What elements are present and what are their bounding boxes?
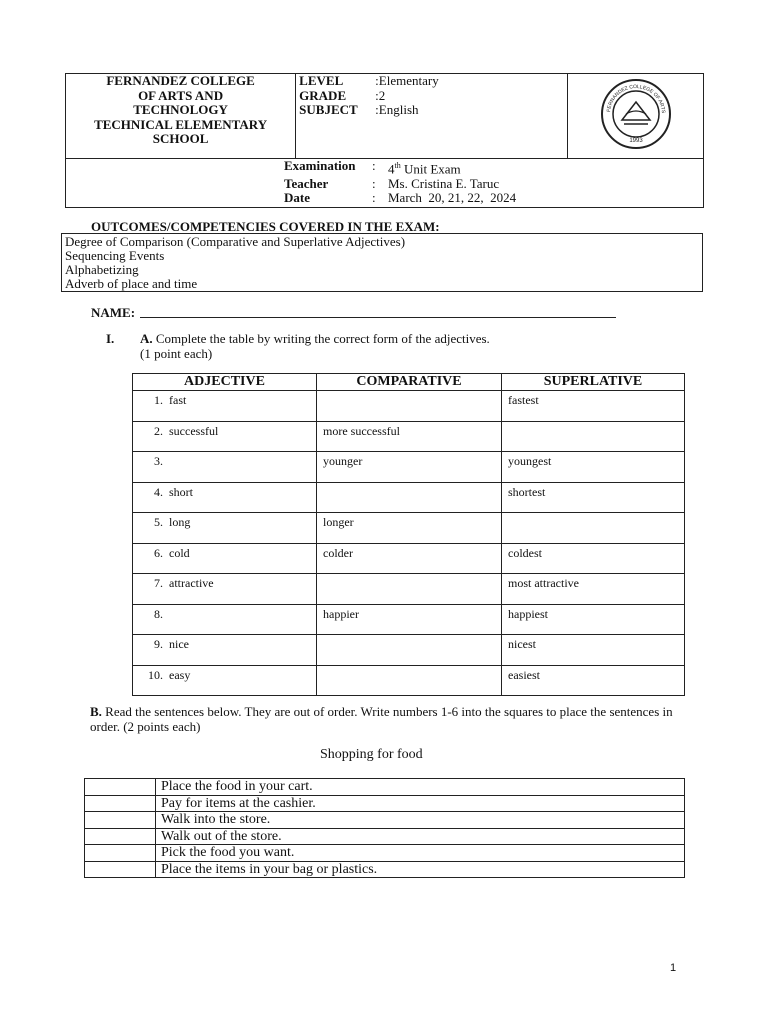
adjective-value: fast (169, 393, 187, 407)
part-a-instruction: Complete the table by writing the correct form of the adjectives. (152, 331, 490, 346)
table-row (133, 513, 685, 544)
adjective-cell[interactable] (133, 452, 317, 483)
comparative-cell[interactable] (317, 391, 502, 422)
adjective-value: long (169, 515, 191, 529)
outcomes-title: OUTCOMES/COMPETENCIES COVERED IN THE EXAM: (91, 219, 440, 234)
teacher-value: Ms. Cristina E. Taruc (388, 175, 500, 191)
sequence-row (85, 861, 685, 878)
sequence-row (85, 845, 685, 862)
outcome-item: Sequencing Events (65, 248, 165, 263)
adjective-value: attractive (169, 576, 214, 590)
adjective-value: nice (169, 637, 189, 651)
school-name-line: TECHNOLOGY (133, 102, 228, 117)
adjective-cell[interactable] (133, 665, 317, 696)
name-label: NAME: (91, 305, 136, 320)
seal-year: 1993 (629, 137, 643, 144)
adjective-value: successful (169, 423, 219, 438)
sentence-text: Pick the food you want. (156, 845, 685, 862)
exam-number: 4 (388, 161, 395, 177)
name-field[interactable] (140, 317, 616, 318)
outcome-item: Alphabetizing (65, 262, 139, 277)
row-number: 9. (154, 637, 163, 651)
sequence-row (85, 828, 685, 845)
superlative-cell[interactable]: happiest (502, 604, 685, 635)
comparative-cell[interactable]: younger (317, 452, 502, 483)
row-number: 5. (154, 515, 163, 529)
sentence-text: Pay for items at the cashier. (156, 795, 685, 812)
level-label: LEVEL (299, 73, 344, 88)
part-number: I. (106, 331, 115, 346)
school-name-line: SCHOOL (152, 131, 209, 146)
sentence-text: Walk into the store. (156, 812, 685, 829)
column-header: COMPARATIVE (317, 374, 502, 391)
adjective-cell[interactable] (133, 391, 317, 422)
table-row (133, 482, 685, 513)
comparative-cell[interactable] (317, 482, 502, 513)
sequence-table (84, 778, 685, 878)
comparative-cell[interactable] (317, 665, 502, 696)
table-row (133, 421, 685, 452)
school-name-line: FERNANDEZ COLLEGE (106, 73, 255, 88)
date-label: Date (284, 190, 310, 206)
class-info (296, 74, 568, 159)
subject-value: :English (375, 102, 419, 117)
adjective-value: cold (169, 545, 190, 560)
adjective-cell[interactable] (133, 635, 317, 666)
part-a-instructions (106, 331, 490, 361)
exam-value (388, 159, 461, 177)
row-number: 2. (154, 423, 163, 438)
comparative-cell[interactable] (317, 574, 502, 605)
story-title: Shopping for food (320, 747, 423, 762)
superlative-cell[interactable] (502, 421, 685, 452)
superlative-cell[interactable]: fastest (502, 391, 685, 422)
order-number-box[interactable] (85, 812, 156, 829)
table-row (133, 543, 685, 574)
school-logo-cell (568, 74, 704, 159)
table-header-row (133, 374, 685, 391)
row-number: 10. (148, 667, 163, 682)
superlative-cell[interactable]: nicest (502, 635, 685, 666)
order-number-box[interactable] (85, 779, 156, 796)
outcome-item: Degree of Comparison (Comparative and Superlative Adjectives) (65, 234, 406, 249)
subject-label: SUBJECT (299, 102, 358, 117)
sequence-row (85, 812, 685, 829)
exam-number-suffix: th (394, 161, 401, 170)
school-name-line: OF ARTS AND (138, 87, 224, 103)
superlative-cell[interactable]: easiest (502, 665, 685, 696)
exam-header-table (65, 73, 704, 208)
exam-title: Unit Exam (400, 161, 461, 177)
table-row (133, 391, 685, 422)
outcomes-box (61, 233, 703, 292)
table-row (133, 604, 685, 635)
school-name (66, 74, 296, 159)
adjective-cell[interactable] (133, 421, 317, 452)
sentence-text: Place the items in your bag or plastics. (156, 861, 685, 878)
exam-info-cell (66, 159, 704, 208)
superlative-cell[interactable] (502, 513, 685, 544)
table-row (133, 574, 685, 605)
adjective-cell[interactable] (133, 543, 317, 574)
colon: : (372, 158, 376, 173)
order-number-box[interactable] (85, 828, 156, 845)
adjective-cell[interactable] (133, 513, 317, 544)
order-number-box[interactable] (85, 795, 156, 812)
seal-text: FERNANDEZ COLLEGE OF ARTS (605, 83, 666, 114)
order-number-box[interactable] (85, 845, 156, 862)
colon: : (372, 190, 376, 206)
school-name-line: TECHNICAL ELEMENTARY (94, 116, 268, 132)
table-row (133, 665, 685, 696)
grade-value: :2 (375, 87, 386, 103)
adjective-table (132, 373, 685, 696)
sequence-row (85, 795, 685, 812)
superlative-cell[interactable]: shortest (502, 482, 685, 513)
row-number: 6. (154, 545, 163, 560)
superlative-cell[interactable]: youngest (502, 452, 685, 483)
svg-text:FERNANDEZ COLLEGE OF ARTS & TE (600, 78, 666, 115)
part-b-instructions (90, 705, 690, 734)
superlative-cell[interactable]: most attractive (502, 574, 685, 605)
comparative-cell[interactable]: more successful (317, 421, 502, 452)
sequence-row (85, 779, 685, 796)
adjective-value: short (169, 484, 193, 499)
part-letter: B. (90, 704, 102, 719)
level-value: :Elementary (375, 73, 439, 88)
teacher-label: Teacher (284, 175, 329, 191)
comparative-cell[interactable]: happier (317, 604, 502, 635)
sentence-text: Place the food in your cart. (156, 779, 685, 796)
part-letter: A. (140, 331, 153, 346)
column-header: ADJECTIVE (133, 374, 317, 391)
comparative-cell[interactable]: longer (317, 513, 502, 544)
superlative-cell[interactable]: coldest (502, 543, 685, 574)
comparative-cell[interactable]: colder (317, 543, 502, 574)
part-a-points: (1 point each) (140, 346, 213, 361)
row-number: 7. (154, 576, 163, 590)
adjective-cell[interactable] (133, 482, 317, 513)
row-number: 1. (154, 393, 163, 407)
colon: : (372, 175, 376, 191)
adjective-cell[interactable] (133, 574, 317, 605)
outcome-item: Adverb of place and time (65, 276, 198, 291)
exam-label: Examination (284, 158, 356, 173)
row-number: 4. (154, 484, 163, 499)
adjective-value: easy (169, 667, 191, 682)
page-number: 1 (670, 962, 677, 974)
adjective-cell[interactable] (133, 604, 317, 635)
grade-label: GRADE (299, 87, 347, 103)
row-number: 3. (154, 454, 163, 468)
table-row (133, 635, 685, 666)
comparative-cell[interactable] (317, 635, 502, 666)
sentence-text: Walk out of the store. (156, 828, 685, 845)
column-header: SUPERLATIVE (502, 374, 685, 391)
part-b-instruction: Read the sentences below. They are out of order. Write numbers 1-6 into the squares to place the sentences in order. (2 points each) (90, 704, 673, 734)
school-seal-icon (600, 78, 672, 150)
order-number-box[interactable] (85, 861, 156, 878)
date-value: March 20, 21, 22, 2024 (388, 190, 517, 206)
table-row (133, 452, 685, 483)
row-number: 8. (154, 606, 163, 621)
